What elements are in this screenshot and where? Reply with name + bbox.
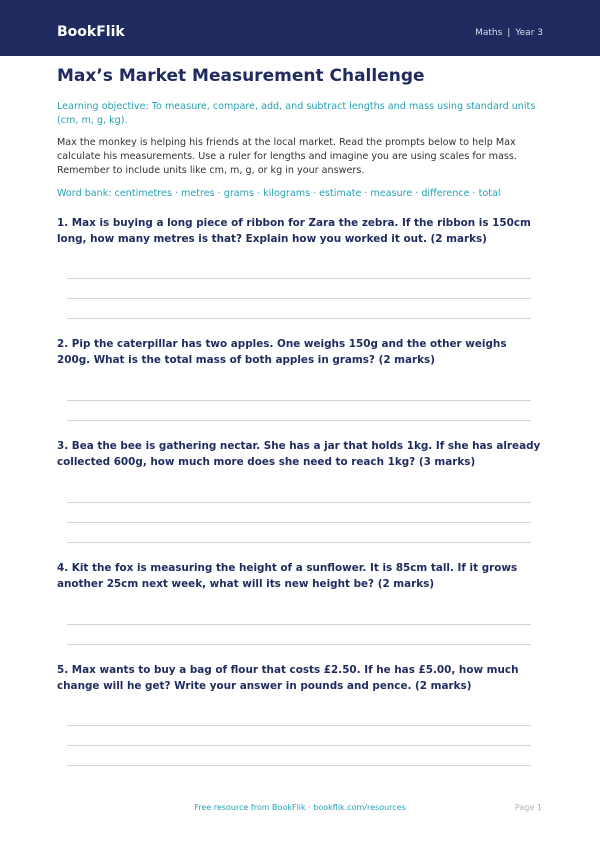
answer-line[interactable]: [67, 725, 531, 726]
worksheet-intro: [57, 64, 543, 201]
answer-line[interactable]: [67, 400, 531, 401]
word-bank-term: difference: [421, 188, 470, 199]
page-header: [0, 0, 600, 56]
word-bank-term: estimate: [319, 188, 362, 199]
word-bank: Word bank: centimetres · metres · grams · kilograms · estimate · measure · difference · total: [57, 188, 501, 199]
word-bank-term: kilograms: [263, 188, 311, 199]
brand-logo[interactable]: BookFlik: [57, 24, 125, 40]
learning-objective: Learning objective: To measure, compare, add, and subtract lengths and mass using standard units (cm, m, g, kg).: [57, 101, 536, 126]
question-3-prompt: 3. Bea the bee is gathering nectar. She has a jar that holds 1kg. If she has already collected 600g, how much more does she need to reach 1kg? (3 marks): [57, 440, 541, 468]
page-number: Page 1: [515, 803, 542, 812]
question-5-prompt: 5. Max wants to buy a bag of flour that costs £2.50. If he has £5.00, how much change will he get? Write your answer in pounds and pence. (2 marks): [57, 664, 519, 692]
answer-line[interactable]: [67, 624, 531, 625]
answer-line[interactable]: [67, 542, 531, 543]
question-2-prompt: 2. Pip the caterpillar has two apples. One weighs 150g and the other weighs 200g. What is the total mass of both apples in grams? (2 marks): [57, 338, 507, 366]
subject-year-label: [475, 26, 543, 40]
answer-line[interactable]: [67, 298, 531, 299]
page-title: Max’s Market Measurement Challenge: [57, 66, 425, 86]
intro-paragraph: Max the monkey is helping his friends at the local market. Read the prompts below to help Max calculate his measurements. Use a ruler for lengths and imagine you are using scales for mass. Remember to include units like cm, m, g, or kg in your answers.: [57, 137, 517, 176]
meta-separator: |: [507, 28, 511, 38]
question-4-prompt: 4. Kit the fox is measuring the height of a sunflower. It is 85cm tall. If it grows another 25cm next week, what will its new height be? (2 marks): [57, 562, 518, 590]
word-bank-term: measure: [370, 188, 413, 199]
answer-line[interactable]: [67, 745, 531, 746]
question-1-prompt: 1. Max is buying a long piece of ribbon for Zara the zebra. If the ribbon is 150cm long, how many metres is that? Explain how you worked it out. (2 marks): [57, 217, 531, 245]
year-label: Year 3: [515, 28, 543, 38]
answer-line[interactable]: [67, 522, 531, 523]
answer-line[interactable]: [67, 644, 531, 645]
answer-line[interactable]: [67, 420, 531, 421]
answer-line[interactable]: [67, 278, 531, 279]
answer-line[interactable]: [67, 318, 531, 319]
answer-line[interactable]: [67, 765, 531, 766]
answer-line[interactable]: [67, 502, 531, 503]
word-bank-term: total: [478, 188, 501, 199]
word-bank-term: grams: [223, 188, 254, 199]
resources-link[interactable]: Free resource from BookFlik · bookflik.com/resources: [194, 803, 406, 812]
word-bank-label: Word bank:: [57, 188, 112, 199]
word-bank-term: metres: [181, 188, 215, 199]
word-bank-term: centimetres: [114, 188, 172, 199]
subject-label: Maths: [475, 28, 503, 38]
